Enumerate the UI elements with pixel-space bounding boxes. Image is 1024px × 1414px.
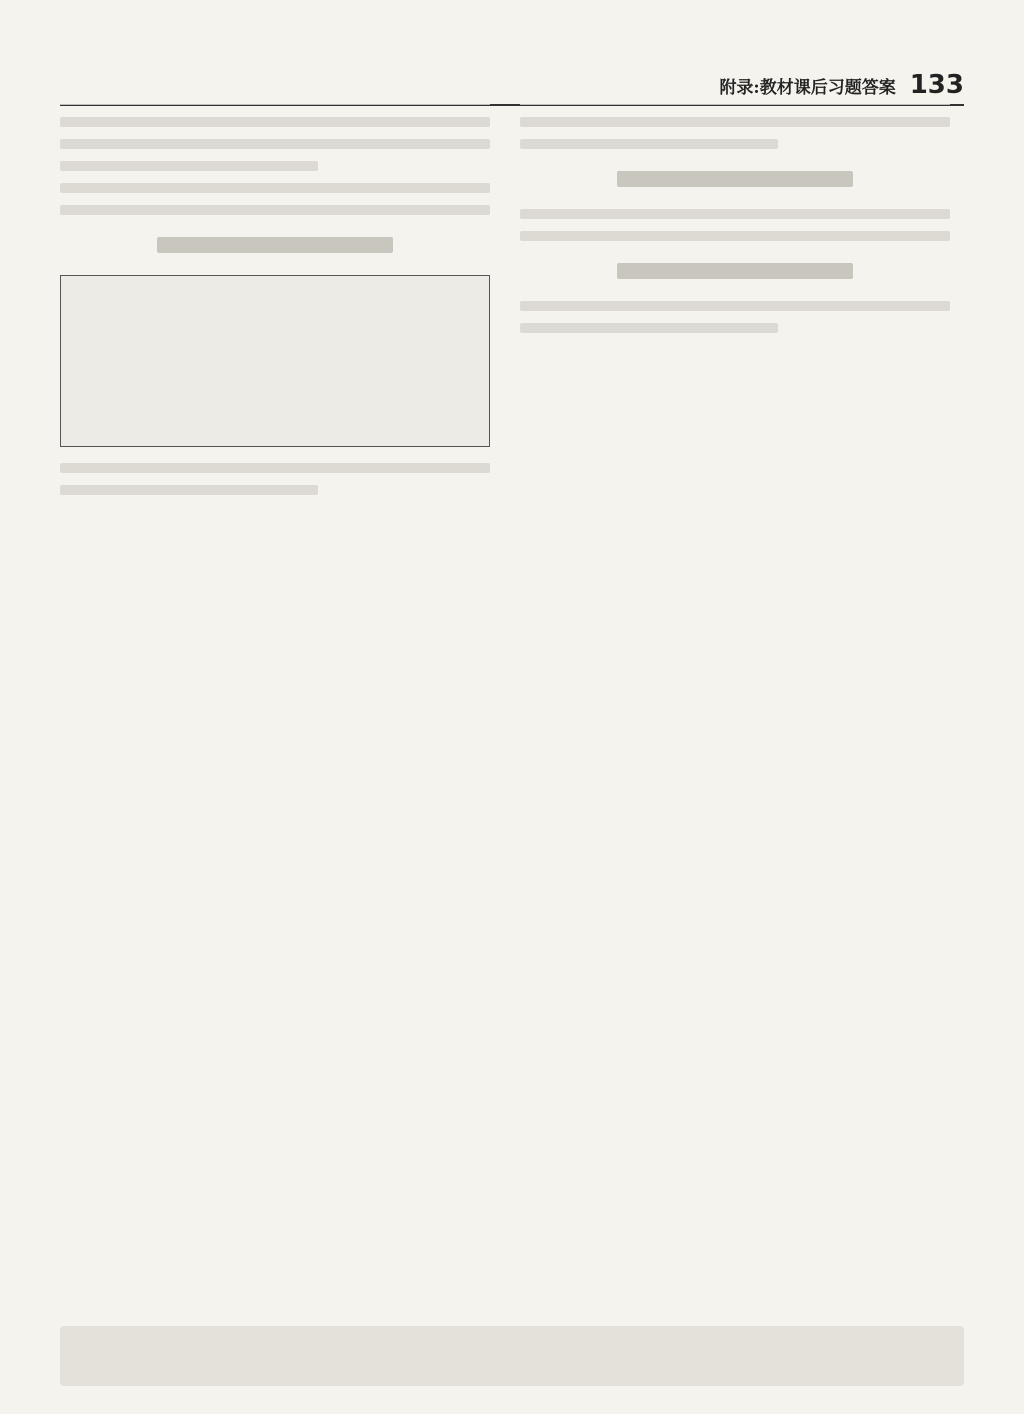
- footer-quote-box: [60, 1326, 964, 1386]
- page-header: [60, 58, 964, 106]
- text-line: [60, 205, 490, 215]
- section-heading: [157, 237, 394, 253]
- text-line: [520, 139, 778, 149]
- text-line: [60, 463, 490, 473]
- text-line: [520, 323, 778, 333]
- text-line: [520, 231, 950, 241]
- text-line: [520, 209, 950, 219]
- right-column: [520, 104, 950, 1304]
- text-line: [60, 139, 490, 149]
- text-line: [60, 161, 318, 171]
- text-line: [60, 183, 490, 193]
- header-title: 附录:教材课后习题答案: [719, 78, 896, 98]
- text-line: [60, 117, 490, 127]
- text-line: [60, 485, 318, 495]
- page-number: 133: [909, 70, 964, 100]
- section-heading: [617, 263, 854, 279]
- text-line: [520, 117, 950, 127]
- text-line: [520, 301, 950, 311]
- left-column: [60, 104, 490, 1304]
- section-heading: [617, 171, 854, 187]
- answer-table: [60, 275, 490, 447]
